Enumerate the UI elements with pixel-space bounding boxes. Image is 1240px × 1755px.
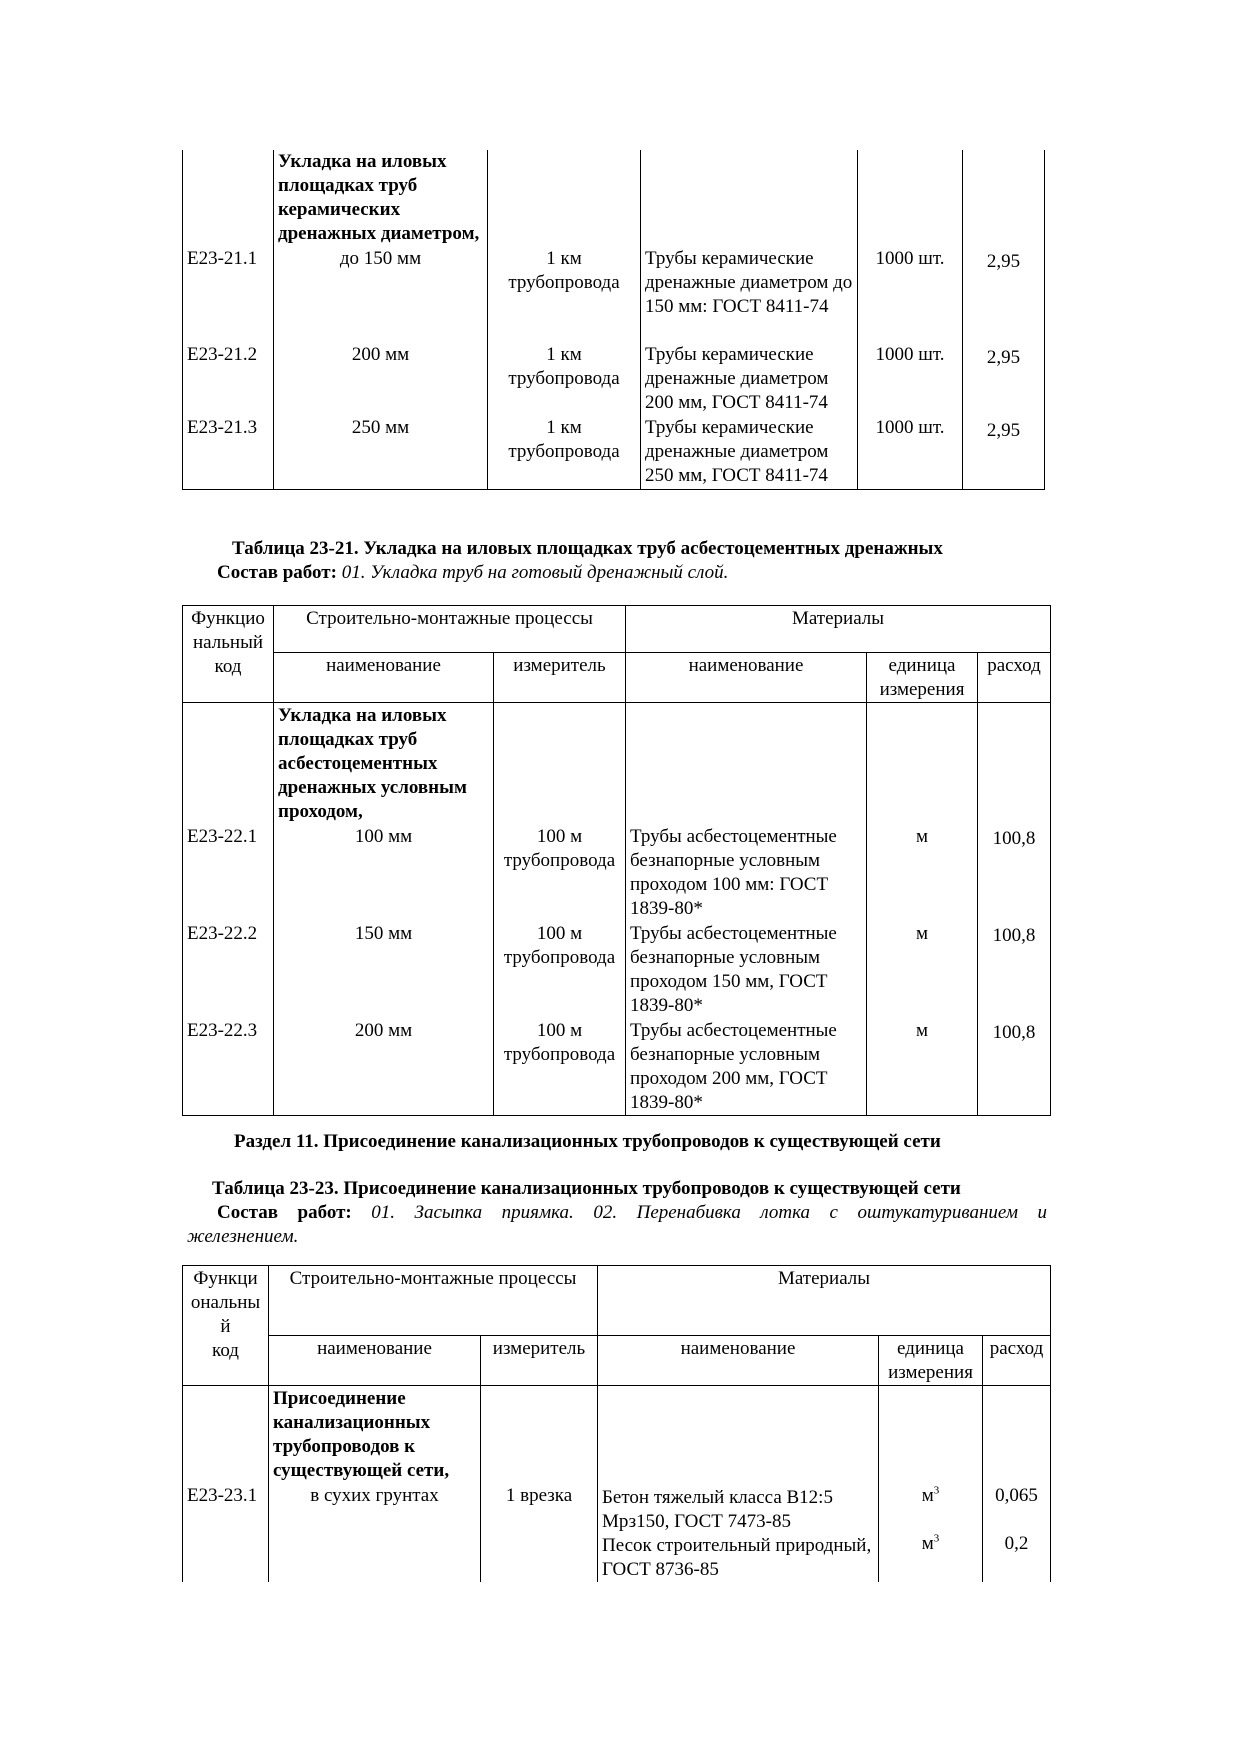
header-measure: измеритель: [481, 1336, 598, 1386]
header-func-code-a: Функцио нальный: [191, 608, 265, 653]
unit: 1000 шт.: [858, 415, 963, 489]
header-unit: единица измерения: [867, 653, 978, 703]
process-name: в сухих грунтах: [269, 1483, 481, 1582]
material-name: Трубы керамические дренажные диаметром 250 мм, ГОСТ 8411-74: [641, 415, 858, 489]
section-title: [234, 1130, 1054, 1154]
material-name: Трубы асбестоцементные безнапорные условным проходом 150 мм, ГОСТ 1839-80*: [626, 921, 867, 1018]
header-name: наименование: [274, 653, 494, 703]
table-23-20-continuation: [182, 150, 1045, 490]
measure: 1 км трубопровода: [488, 342, 641, 415]
measure: 100 м трубопровода: [494, 824, 626, 921]
unit: 1000 шт.: [858, 246, 963, 342]
amount-list: [983, 1483, 1051, 1582]
process-name: 200 мм: [274, 342, 488, 415]
table-title: Таблица 23-21. Укладка на иловых площадках труб асбестоцементных дренажных: [232, 538, 943, 559]
table-row: [183, 342, 1045, 415]
func-code: Е23-23.1: [183, 1483, 269, 1582]
work-text-cont: железнением.: [187, 1226, 299, 1247]
process-name: 200 мм: [274, 1018, 494, 1116]
material-name: Трубы асбестоцементные безнапорные условным проходом 100 мм: ГОСТ 1839-80*: [626, 824, 867, 921]
header-func-code: [183, 606, 274, 703]
unit-list: [879, 1483, 983, 1582]
table-group-row: [183, 150, 1045, 246]
header-measure: измеритель: [494, 653, 626, 703]
table-subheader-row: [183, 1336, 1051, 1386]
work-text: 01. Засыпка приямка. 02. Перенабивка лотка с оштукатуриванием и: [371, 1202, 1047, 1223]
work-text: 01. Укладка труб на готовый дренажный слой.: [341, 562, 729, 583]
header-func-code-c: Функци ональны й: [190, 1268, 261, 1337]
material-name: Трубы асбестоцементные безнапорные условным проходом 200 мм, ГОСТ 1839-80*: [626, 1018, 867, 1116]
func-code: Е23-22.3: [183, 1018, 274, 1116]
unit: 1000 шт.: [858, 342, 963, 415]
table-23-23-heading: [212, 1177, 1052, 1201]
func-code: Е23-21.2: [183, 342, 274, 415]
header-materials: Материалы: [598, 1266, 1051, 1336]
amount: 2,95: [963, 342, 1045, 415]
process-name: 250 мм: [274, 415, 488, 489]
unit: м: [867, 1018, 978, 1116]
material-name: Трубы керамические дренажные диаметром 200 мм, ГОСТ 8411-74: [641, 342, 858, 415]
amount: 0,2: [1004, 1533, 1029, 1554]
amount: 2,95: [963, 246, 1045, 342]
section-title-text: Раздел 11. Присоединение канализационных трубопроводов к существующей сети: [234, 1131, 941, 1152]
header-processes: Строительно-монтажные процессы: [269, 1266, 598, 1336]
work-composition-cont: [187, 1225, 1047, 1249]
unit: $м^3$: [921, 1484, 940, 1506]
header-material-name: наименование: [626, 653, 867, 703]
process-name: 150 мм: [274, 921, 494, 1018]
process-name: до 150 мм: [274, 246, 488, 342]
measure: 1 км трубопровода: [488, 246, 641, 342]
measure: 1 км трубопровода: [488, 415, 641, 489]
measure: 100 м трубопровода: [494, 921, 626, 1018]
amount: 100,8: [978, 1018, 1051, 1116]
func-code: Е23-22.1: [183, 824, 274, 921]
amount: 100,8: [978, 921, 1051, 1018]
header-name: наименование: [269, 1336, 481, 1386]
table-23-21-heading: [232, 537, 1032, 561]
func-code: Е23-21.3: [183, 415, 274, 489]
material-name: Трубы керамические дренажные диаметром до 150 мм: ГОСТ 8411-74: [641, 246, 858, 342]
unit: м: [867, 824, 978, 921]
unit: $м^3$: [921, 1532, 940, 1554]
material-name: Песок строительный природный, ГОСТ 8736-85: [602, 1535, 872, 1580]
table-subheader-row: [183, 653, 1051, 703]
table-row: [183, 824, 1051, 921]
func-code: Е23-22.2: [183, 921, 274, 1018]
header-unit: единица измерения: [879, 1336, 983, 1386]
material-list: [598, 1483, 879, 1582]
table-group-row: [183, 703, 1051, 825]
table-header-row: [183, 1266, 1051, 1336]
work-label: Состав работ:: [217, 1202, 352, 1223]
header-func-code: [183, 1266, 269, 1386]
measure: 100 м трубопровода: [494, 1018, 626, 1116]
measure: 1 врезка: [481, 1483, 598, 1582]
table-row: [183, 1483, 1051, 1582]
amount: 2,95: [963, 415, 1045, 489]
table-row: [183, 415, 1045, 489]
table-group-row: [183, 1386, 1051, 1484]
amount: 0,065: [995, 1485, 1038, 1506]
func-code: Е23-21.1: [183, 246, 274, 342]
group-title: Укладка на иловых площадках труб асбестоцементных дренажных условным проходом,: [274, 703, 494, 825]
work-label: Состав работ:: [217, 562, 337, 583]
table-23-21: [182, 605, 1051, 1116]
table-row: [183, 246, 1045, 342]
header-amount: расход: [983, 1336, 1051, 1386]
group-title: Присоединение канализационных трубопроводов к существующей сети,: [269, 1386, 481, 1484]
table-23-23: [182, 1265, 1051, 1582]
amount: 100,8: [978, 824, 1051, 921]
material-name: Бетон тяжелый класса В12:5 Мрз150, ГОСТ 7473-85: [602, 1487, 833, 1532]
table-row: [183, 1018, 1051, 1116]
header-amount: расход: [978, 653, 1051, 703]
header-processes: Строительно-монтажные процессы: [274, 606, 626, 653]
unit: м: [867, 921, 978, 1018]
header-material-name: наименование: [598, 1336, 879, 1386]
process-name: 100 мм: [274, 824, 494, 921]
work-composition: [217, 1201, 1047, 1225]
table-header-row: [183, 606, 1051, 653]
table-title: Таблица 23-23. Присоединение канализационных трубопроводов к существующей сети: [212, 1178, 961, 1199]
group-title: Укладка на иловых площадках труб керамических дренажных диаметром,: [274, 150, 488, 246]
header-materials: Материалы: [626, 606, 1051, 653]
header-func-code-b: код: [212, 1340, 239, 1361]
table-row: [183, 921, 1051, 1018]
work-composition: [217, 561, 1037, 585]
header-func-code-b: код: [214, 656, 242, 677]
